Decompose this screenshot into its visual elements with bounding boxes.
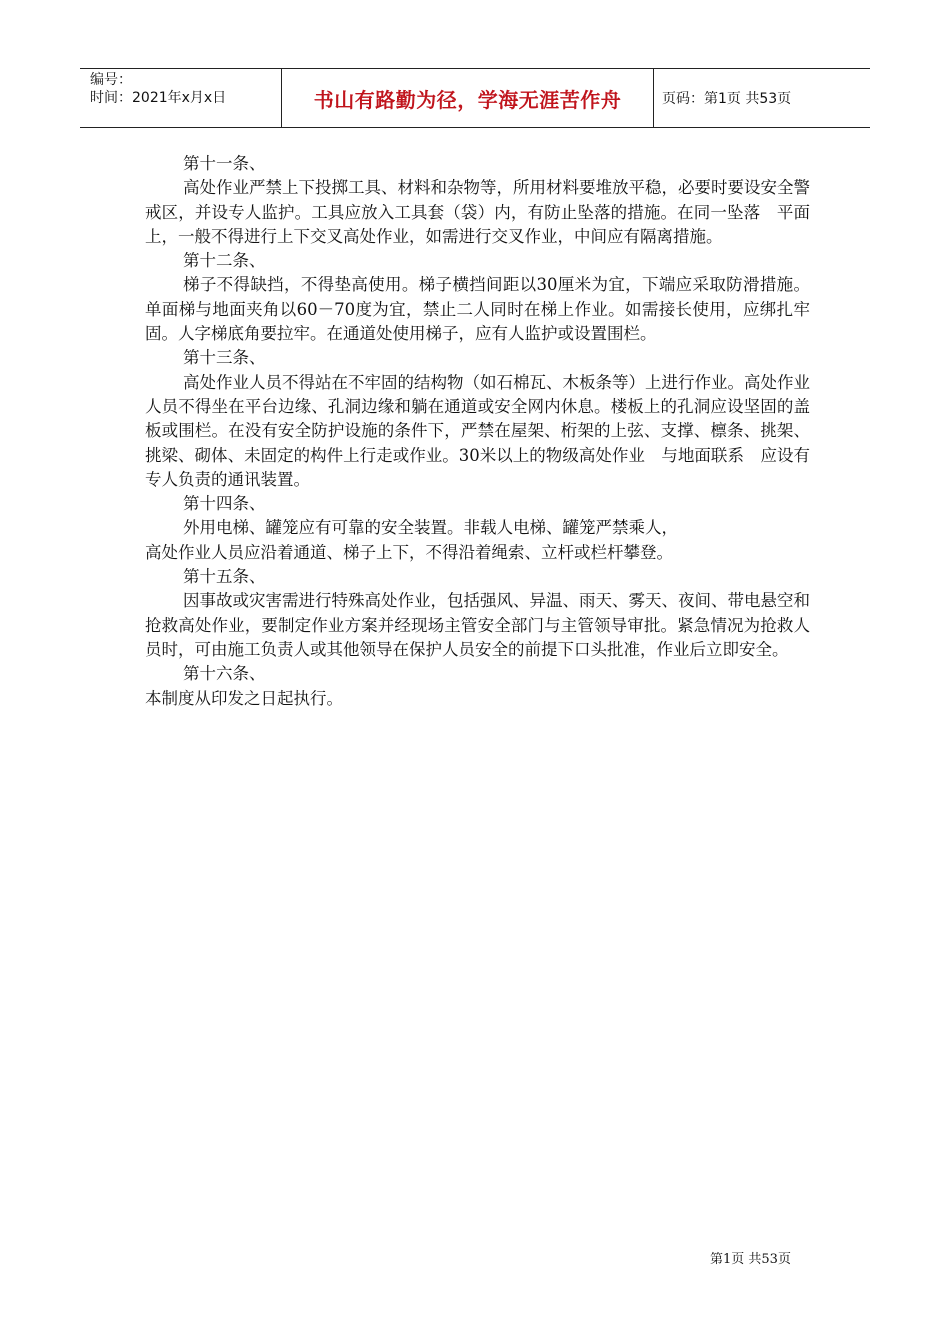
article-16-text: 本制度从印发之日起执行。	[145, 688, 343, 708]
article-14-heading: 第十四条、	[183, 494, 266, 514]
article-15-heading: 第十五条、	[183, 567, 266, 587]
article-13-heading: 第十三条、	[183, 348, 266, 368]
serial-label: 编号：	[90, 72, 132, 88]
article-12-heading: 第十二条、	[183, 251, 266, 271]
article-14-text-cont: 高处作业人员应沿着通道、梯子上下，不得沿着绳索、立杆或栏杆攀登。	[145, 542, 673, 562]
article-11-text: 高处作业严禁上下投掷工具、材料和杂物等，所用材料要堆放平稳，必要时要设安全警戒区，并设专人监护。工具应放入工具套（袋）内，有防止坠落的措施。在同一坠落 平面上，一般不得进行上下交叉高处作业，如需进行交叉作业，中间应有隔离措施。	[145, 178, 810, 246]
article-14-text: 外用电梯、罐笼应有可靠的安全装置。非载人电梯、罐笼严禁乘人，	[183, 518, 678, 538]
article-15-text: 因事故或灾害需进行特殊高处作业，包括强风、异温、雨天、雾天、夜间、带电悬空和抢救高处作业，要制定作业方案并经现场主管安全部门与主管领导审批。紧急情况为抢救人员时，可由施工负责人或其他领导在保护人员安全的前提下口头批准，作业后立即安全。	[145, 591, 810, 659]
motto-title: 书山有路勤为径，学海无涯苦作舟	[282, 69, 654, 127]
article-11-heading: 第十一条、	[183, 154, 266, 173]
time-label: 时间：2021年x月x日	[90, 90, 227, 106]
header-table	[80, 68, 870, 128]
article-16-heading: 第十六条、	[183, 664, 266, 684]
page-footer: 第1页 共53页	[710, 1252, 791, 1267]
header-left-cell	[80, 69, 282, 127]
document-body	[145, 152, 810, 711]
page-info: 页码：第1页 共53页	[662, 91, 792, 107]
article-12-text: 梯子不得缺挡，不得垫高使用。梯子横挡间距以30厘米为宜，下端应采取防滑措施。单面梯与地面夹角以60－70度为宜，禁止二人同时在梯上作业。如需接长使用，应绑扎牢固。人字梯底角要拉牢。在通道处使用梯子，应有人监护或设置围栏。	[145, 275, 810, 344]
article-13-text: 高处作业人员不得站在不牢固的结构物（如石棉瓦、木板条等）上进行作业。高处作业人员不得坐在平台边缘、孔洞边缘和躺在通道或安全网内休息。楼板上的孔洞应设坚固的盖板或围栏。在没有安全防护设施的条件下，严禁在屋架、桁架的上弦、支撑、檩条、挑架、挑梁、砌体、未固定的构件上行走或作业。30米以上的物级高处作业 与地面联系 应设有专人负责的通讯装置。	[145, 372, 810, 489]
